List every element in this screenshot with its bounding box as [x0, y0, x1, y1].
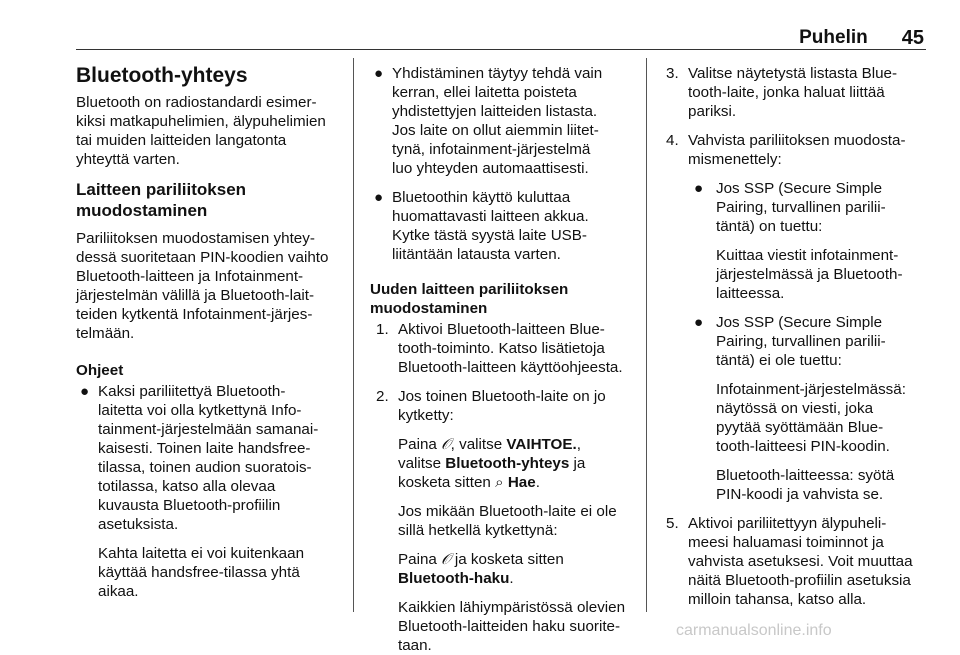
- text-line: kaisesti. Toinen laite handsfree-: [98, 440, 311, 457]
- intro-paragraph: [76, 93, 346, 169]
- step-number: 1.: [376, 321, 389, 338]
- text-line: muodostaminen: [370, 300, 488, 317]
- menu-option-label: VAIHTOE.: [506, 436, 577, 453]
- text-line: laitetta voi olla kytkettynä Info-: [98, 402, 302, 419]
- text-fragment: ja: [569, 455, 586, 472]
- text-line: sillä hetkellä kytkettynä:: [398, 522, 558, 539]
- text-line: Jos SSP (Secure Simple: [716, 180, 883, 197]
- step-4: [666, 131, 928, 169]
- text-line: tooth-laitteesi PIN-koodin.: [716, 438, 890, 455]
- text-fragment: .: [535, 474, 540, 491]
- ssp-supported-bullet: [666, 179, 928, 236]
- text-line: tilassa, toinen audion suoratois-: [98, 459, 312, 476]
- heading-bluetooth: Bluetooth-yhteys: [76, 64, 248, 87]
- text-line: teiden kytkentä Infotainment-järjes-: [76, 306, 313, 323]
- text-line: milloin tahansa, katso alla.: [688, 591, 867, 608]
- text-line: liitäntään latausta varten.: [392, 246, 561, 263]
- text-line: käyttää handsfree-tilassa yhtä: [98, 564, 300, 581]
- text-line: näitä Bluetooth-profiilin asetuksia: [688, 572, 911, 589]
- text-line: tooth-toiminto. Katso lisätietoja: [398, 340, 605, 357]
- step-number: 2.: [376, 388, 389, 405]
- text-line: vahvista asetuksesi. Voit muuttaa: [688, 553, 913, 570]
- menu-option-label: Hae: [507, 474, 536, 491]
- page-header: [799, 26, 924, 50]
- text-line: Jos SSP (Secure Simple: [716, 314, 883, 331]
- text-line: meesi haluamasi toiminnot ja: [688, 534, 884, 551]
- text-line: Bluetooth-laitteiden haku suorite-: [398, 618, 621, 635]
- text-line: Kytke tästä syystä laite USB-: [392, 227, 587, 244]
- column-divider: [646, 58, 647, 612]
- text-line: telmään.: [76, 325, 135, 342]
- note-bullet: [370, 64, 642, 178]
- new-device-heading: [370, 280, 642, 318]
- text-line: totilassa, katso alla olevaa: [98, 478, 276, 495]
- subheading-pairing: [76, 179, 346, 221]
- header-divider: [76, 49, 926, 50]
- text-line: Pairing, turvallinen parilii-: [716, 333, 886, 350]
- step-number: 4.: [666, 132, 679, 149]
- text-line: täntä) on tuettu:: [716, 218, 823, 235]
- text-line: Laitteen pariliitoksen: [76, 180, 247, 199]
- text-line: tynä, infotainment-järjestelmä: [392, 141, 591, 158]
- text-line: tooth-laite, jonka haluat liittää: [688, 84, 885, 101]
- text-line: Bluetooth-laitteen käyttöohjeesta.: [398, 359, 623, 376]
- step-2-result: [376, 598, 642, 655]
- text-line: kytketty:: [398, 407, 454, 424]
- step-3: [666, 64, 928, 121]
- text-line: Aktivoi Bluetooth-laitteen Blue-: [398, 321, 605, 338]
- text-line: aikaa.: [98, 583, 139, 600]
- text-line: muodostaminen: [76, 201, 208, 220]
- ssp-unsupported-bullet: [666, 313, 928, 370]
- text-line: [398, 550, 642, 569]
- text-line: kiksi matkapuhelimien, älypuhelimien: [76, 113, 326, 130]
- text-line: Jos laite on ollut aiemmin liitet-: [392, 122, 599, 139]
- section-title: Puhelin: [799, 27, 868, 48]
- step-2: [376, 387, 642, 425]
- text-line: [398, 435, 642, 454]
- text-line: Infotainment-järjestelmässä:: [716, 381, 906, 398]
- column-divider: [353, 58, 354, 612]
- text-fragment: , valitse: [450, 436, 507, 453]
- text-line: Jos mikään Bluetooth-laite ei ole: [398, 503, 617, 520]
- text-line: tai muiden laitteiden langatonta: [76, 132, 287, 149]
- search-icon: ⌕: [495, 474, 504, 491]
- bullet-icon: ●: [374, 65, 384, 82]
- text-line: täntä) ei ole tuettu:: [716, 352, 842, 369]
- ssp-unsupported-instruction: [666, 380, 928, 456]
- text-line: järjestelmän välillä ja Bluetooth-lait-: [76, 287, 315, 304]
- menu-option-label: Bluetooth-haku: [398, 570, 510, 587]
- ssp-unsupported-device: [666, 466, 928, 504]
- note-bullet: [370, 188, 642, 264]
- text-line: Bluetooth on radiostandardi esimer-: [76, 94, 317, 111]
- page-number: 45: [901, 26, 924, 49]
- column-3: [666, 64, 928, 609]
- step-number: 5.: [666, 515, 679, 532]
- text-line: huomattavasti laitteen akkua.: [392, 208, 589, 225]
- text-line: Bluetooth-laitteessa: syötä: [716, 467, 895, 484]
- bullet-icon: ●: [694, 180, 704, 197]
- pairing-paragraph: [76, 229, 346, 343]
- text-line: Vahvista pariliitoksen muodosta-: [688, 132, 906, 149]
- step-2-alternative: [376, 502, 642, 540]
- step-5: [666, 514, 928, 609]
- bullet-icon: ●: [374, 189, 384, 206]
- text-line: Kahta laitetta ei voi kuitenkaan: [98, 545, 305, 562]
- ssp-supported-instruction: [666, 246, 928, 303]
- bullet-icon: ●: [80, 383, 90, 400]
- text-fragment: .: [509, 570, 514, 587]
- text-fragment: Paina: [398, 436, 442, 453]
- text-fragment: valitse: [398, 455, 446, 472]
- text-line: laitteessa.: [716, 285, 785, 302]
- note-bullet: [76, 382, 346, 534]
- text-line: järjestelmässä ja Bluetooth-: [716, 266, 903, 283]
- text-line: Jos toinen Bluetooth-laite on jo: [398, 388, 606, 405]
- watermark: carmanualsonline.info: [676, 622, 832, 639]
- text-line: Bluetooth-laitteen ja Infotainment-: [76, 268, 304, 285]
- text-line: Aktivoi pariliitettyyn älypuheli-: [688, 515, 887, 532]
- text-line: Kaikkien lähiympäristössä olevien: [398, 599, 626, 616]
- phone-icon: 𝒪: [441, 436, 451, 453]
- step-1: [376, 320, 642, 377]
- notes-heading: Ohjeet: [76, 362, 124, 379]
- text-line: yhdistettyjen laitteiden listasta.: [392, 103, 598, 120]
- text-fragment: Paina: [398, 551, 442, 568]
- text-fragment: ja kosketa sitten: [450, 551, 564, 568]
- text-line: Bluetoothin käyttö kuluttaa: [392, 189, 571, 206]
- text-line: Kuittaa viestit infotainment-: [716, 247, 899, 264]
- column-1: [76, 64, 346, 601]
- bullet-icon: ●: [694, 314, 704, 331]
- text-line: pariksi.: [688, 103, 737, 120]
- text-line: Uuden laitteen pariliitoksen: [370, 281, 569, 298]
- text-line: [398, 473, 642, 492]
- text-line: Pairing, turvallinen parilii-: [716, 199, 886, 216]
- text-line: kuvausta Bluetooth-profiilin: [98, 497, 281, 514]
- text-line: Valitse näytetystä listasta Blue-: [688, 65, 898, 82]
- text-line: Pariliitoksen muodostamisen yhtey-: [76, 230, 315, 247]
- text-fragment: kosketa sitten: [398, 474, 496, 491]
- text-line: Yhdistäminen täytyy tehdä vain: [392, 65, 603, 82]
- text-line: [398, 454, 642, 473]
- step-2-instruction-b: [376, 550, 642, 588]
- text-line: yhteyttä varten.: [76, 151, 180, 168]
- text-line: dessä suoritetaan PIN-koodien vaihto: [76, 249, 329, 266]
- step-2-instruction: [376, 435, 642, 492]
- text-line: PIN-koodi ja vahvista se.: [716, 486, 884, 503]
- text-line: Kaksi pariliitettyä Bluetooth-: [98, 383, 286, 400]
- text-line: [398, 569, 642, 588]
- text-line: mismenettely:: [688, 151, 782, 168]
- text-line: asetuksista.: [98, 516, 179, 533]
- text-line: tainment-järjestelmään samanai-: [98, 421, 319, 438]
- text-line: näytössä on viesti, joka: [716, 400, 874, 417]
- phone-icon: 𝒪: [441, 551, 451, 568]
- text-line: pyytää syöttämään Blue-: [716, 419, 884, 436]
- text-line: taan.: [398, 637, 432, 654]
- menu-option-label: Bluetooth-yhteys: [445, 455, 570, 472]
- text-line: kerran, ellei laitetta poisteta: [392, 84, 577, 101]
- column-2: [370, 64, 642, 655]
- note-continuation: [76, 544, 346, 601]
- text-fragment: ,: [576, 436, 581, 453]
- step-number: 3.: [666, 65, 679, 82]
- text-line: luo yhteyden automaattisesti.: [392, 160, 589, 177]
